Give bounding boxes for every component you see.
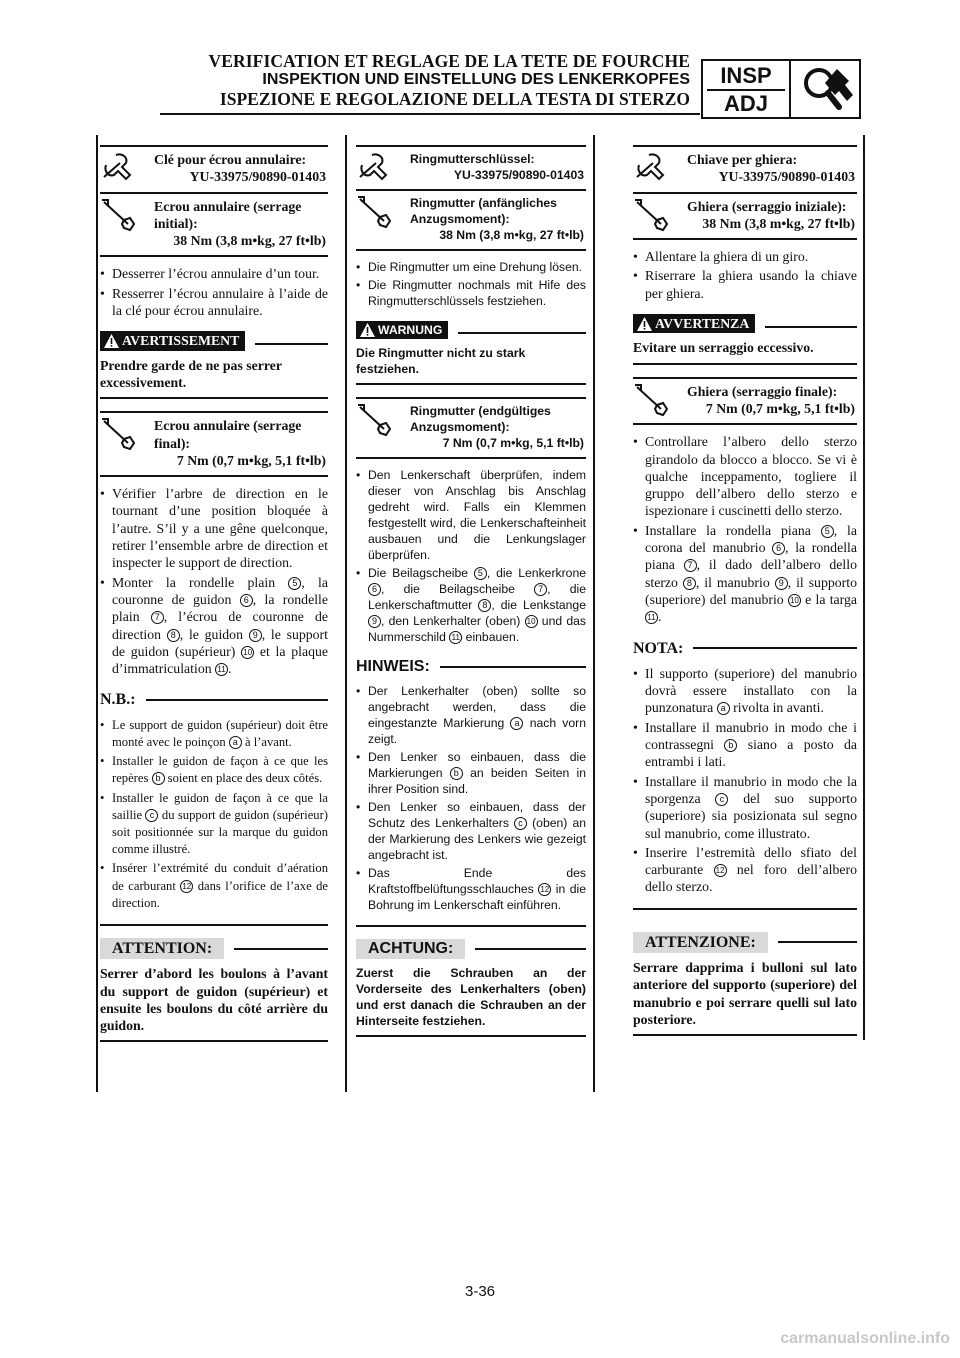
spec-value: 7 Nm (0,7 m•kg, 5,1 ft•lb) [442, 436, 584, 450]
steps-list [633, 425, 857, 631]
ref-letter: a [229, 736, 242, 749]
column-rule [593, 135, 595, 1092]
ref-number: 9 [249, 629, 262, 642]
torque-wrench-icon [356, 195, 396, 231]
caution-label: ATTENZIONE: [633, 932, 768, 953]
step-item: • Installare la rondella piana 5 , la corona del manubrio 6 , la rondella piana 7 , il dado dell’albero dello sterzo 8 , il manubrio 9 , il supporto (superiore) del manubrio 10 e la targa 11 . [633, 522, 857, 626]
caution-label: ATTENTION: [100, 938, 224, 959]
caution-text: Zuerst die Schrauben an der Vorderseite des Lenkerhalters (oben) und erst danach die Schrauben an der Hinterseite festziehen. [356, 959, 586, 1037]
ref-number: 10 [525, 615, 538, 628]
warning-box [356, 321, 586, 385]
note-header [633, 640, 857, 657]
spec-label: Ringmutterschlüssel: [410, 152, 535, 166]
ref-number: 8 [683, 577, 696, 590]
spec-torque-final [100, 411, 328, 477]
ref-number: 5 [474, 567, 487, 580]
note-box [633, 657, 857, 910]
ref-letter: c [145, 809, 158, 822]
steps-list [100, 257, 328, 325]
warning-text: Prendre garde de ne pas serrer excessivement. [100, 351, 328, 400]
caution-text: Serrer d’abord les boulons à l’avant du support de guidon (supérieur) et ensuite les boulons du côté arrière du guidon. [100, 959, 328, 1042]
step-item: • Riserrare la ghiera usando la chiave per ghiera. [633, 267, 857, 302]
spec-label: Ringmutter (endgültiges Anzugsmoment): [410, 404, 551, 434]
steps-list [633, 240, 857, 308]
column-fr [100, 145, 328, 1042]
warning-text: Die Ringmutter nicht zu stark festziehen. [356, 339, 586, 385]
ref-number: 12 [714, 864, 727, 877]
warning-label: AVVERTENZA [655, 316, 750, 332]
ref-letter: c [514, 817, 527, 830]
warning-text: Evitare un serraggio eccessivo. [633, 333, 857, 364]
step-item: • Controllare l’albero dello sterzo girandolo da blocco a blocco. Se vi è qualche inceppamento, togliere il gruppo dell’albero dello sterzo e ispezionare i cuscinetti dello sterzo. [633, 433, 857, 519]
spec-label: Ecrou annulaire (serrage initial): [154, 198, 302, 231]
page-header [0, 52, 690, 109]
spec-value: 38 Nm (3,8 m•kg, 27 ft•lb) [173, 233, 326, 249]
ref-number: 5 [288, 577, 301, 590]
note-item: • Der Lenkerhalter (oben) sollte so angebracht werden, dass die eingestanzte Markierung a nach vorn zeigt. [356, 683, 586, 747]
warning-triangle-icon [104, 334, 119, 348]
warning-label: AVERTISSEMENT [122, 333, 240, 349]
spec-label: Chiave per ghiera: [687, 152, 798, 167]
note-item: • Installare il manubrio in modo che i contrassegni b siano a posto da entrambi i lati. [633, 719, 857, 771]
spec-label: Ghiera (serraggio iniziale): [687, 198, 847, 214]
spec-value: 7 Nm (0,7 m•kg, 5,1 ft•lb) [176, 452, 326, 468]
warning-box [633, 314, 857, 365]
spec-torque-initial [633, 192, 857, 241]
ref-letter: a [717, 702, 730, 715]
warning-label: WARNUNG [378, 323, 443, 337]
ref-number: 6 [240, 594, 253, 607]
step-item: • Die Beilagscheibe 5 , die Lenkerkrone 6 , die Beilagscheibe 7 , die Lenkerschaftmutter 8 , die Lenkstange 9 , den Lenkerhalter (oben) 10 und das Nummerschild 11 einbauen. [356, 565, 586, 645]
torque-wrench-icon [633, 383, 673, 419]
note-item: • Insérer l’extrémité du conduit d’aération de carburant 12 dans l’orifice de l’axe de direction. [100, 860, 328, 912]
column-de [356, 145, 586, 1037]
header-title-de: INSPEKTION UND EINSTELLUNG DES LENKERKOPFES [262, 71, 690, 88]
badge-insp: INSP [720, 63, 772, 88]
caution-box [356, 939, 586, 1037]
ref-number: 10 [241, 646, 254, 659]
note-item: • Il supporto (superiore) del manubrio dovrà essere installato con la punzonatura a rivolta in avanti. [633, 665, 857, 717]
ref-letter: b [450, 767, 463, 780]
note-item: • Installer le guidon de façon à ce que les repères b soient en place des deux côtés. [100, 753, 328, 787]
ref-number: 5 [821, 525, 834, 538]
caution-box [633, 932, 857, 1036]
note-header [356, 659, 586, 675]
note-item: • Installare il manubrio in modo che la sporgenza c del suo supporto (superiore) sia posizionata sul segno sul manubrio, come illustrato. [633, 773, 857, 842]
special-tool-icon [633, 151, 673, 181]
caution-label: ACHTUNG: [356, 939, 465, 959]
step-item: • Monter la rondelle plain 5 , la couronne de guidon 6 , la rondelle plain 7 , l’écrou de couronne de direction 8 , le guidon 9 , le support de guidon (supérieur) 10 et la plaque d’immatriculation 11 . [100, 574, 328, 678]
ref-number: 11 [215, 663, 228, 676]
spec-torque-final [633, 377, 857, 426]
step-item: • Die Ringmutter nochmals mit Hife des Ringmutterschlüssels festziehen. [356, 277, 586, 309]
step-item: • Allentare la ghiera di un giro. [633, 248, 857, 265]
steps-list [356, 459, 586, 651]
step-item: • Vérifier l’arbre de direction en le tournant d’une position bloquée à l’autre. S’il y a une gêne quelconque, retirer l’ensemble arbre de direction et inspecter le support de direction. [100, 485, 328, 571]
note-box [100, 709, 328, 926]
warning-box [100, 331, 328, 399]
note-item: • Das Ende des Kraftstoffbelüftungsschlauches 12 in die Bohrung im Lenkerschaft einführen. [356, 865, 586, 913]
page-number: 3-36 [464, 1283, 496, 1300]
step-item: • Desserrer l’écrou annulaire d’un tour. [100, 265, 328, 282]
note-header [100, 691, 328, 708]
watermark: carmanualsonline.info [780, 1330, 950, 1347]
header-title-it: ISPEZIONE E REGOLAZIONE DELLA TESTA DI STERZO [219, 89, 690, 109]
header-rule [160, 113, 700, 115]
torque-wrench-icon [100, 417, 140, 453]
steps-list [356, 251, 586, 315]
spec-tool [100, 145, 328, 192]
column-rule [863, 135, 865, 1040]
note-item: • Den Lenker so einbauen, dass die Markierungen b an beiden Seiten in ihrer Position sind. [356, 749, 586, 797]
spec-value: YU-33975/90890-01403 [453, 168, 584, 182]
spec-value: YU-33975/90890-01403 [189, 169, 326, 185]
column-it [633, 145, 857, 1036]
ref-number: 10 [788, 594, 801, 607]
note-item: • Installer le guidon de façon à ce que la saillie c du support de guidon (supérieur) soit positionnée sur la marque du guidon comme illustré. [100, 790, 328, 859]
torque-wrench-icon [356, 403, 396, 439]
magnifier-wrench-icon [795, 63, 857, 115]
ref-number: 6 [772, 542, 785, 555]
spec-label: Ghiera (serraggio finale): [687, 383, 838, 399]
spec-value: 38 Nm (3,8 m•kg, 27 ft•lb) [439, 228, 584, 242]
special-tool-icon [100, 151, 140, 181]
caution-box [100, 938, 328, 1042]
ref-number: 11 [449, 631, 462, 644]
ref-number: 12 [180, 880, 193, 893]
ref-letter: b [152, 772, 165, 785]
spec-torque-final [356, 397, 586, 459]
ref-number: 11 [645, 611, 658, 624]
column-rule [345, 135, 347, 1092]
note-item: • Inserire l’estremità dello sfiato del carburante 12 nel foro dell’albero dello sterzo. [633, 844, 857, 896]
spec-torque-initial [356, 189, 586, 251]
spec-torque-initial [100, 192, 328, 258]
ref-number: 7 [151, 611, 164, 624]
column-rule [96, 135, 98, 1092]
spec-value: 7 Nm (0,7 m•kg, 5,1 ft•lb) [705, 400, 855, 416]
spec-tool [633, 145, 857, 192]
ref-letter: c [715, 793, 728, 806]
ref-letter: a [510, 717, 523, 730]
ref-number: 9 [775, 577, 788, 590]
note-label: HINWEIS: [356, 658, 430, 675]
note-item: • Den Lenker so einbauen, dass der Schutz des Lenkerhalters c (oben) an der Markierung des Lenkers wie gezeigt angebracht ist. [356, 799, 586, 863]
step-item: • Die Ringmutter um eine Drehung lösen. [356, 259, 586, 275]
ref-letter: b [724, 739, 737, 752]
caution-text: Serrare dapprima i bulloni sul lato anteriore del supporto (superiore) del manubrio e poi serrare quelli sul lato posteriore. [633, 953, 857, 1036]
special-tool-icon [356, 151, 396, 181]
spec-label: Ecrou annulaire (serrage final): [154, 418, 302, 451]
step-item: • Den Lenkerschaft überprüfen, indem dieser von Anschlag bis Anschlag gedreht wird. Falls ein Klemmen festgestellt wird, die Lenkerschafteinheit ausbauen und die Lenkungslager überprüfen. [356, 467, 586, 563]
step-item: • Resserrer l’écrou annulaire à l’aide de la clé pour écrou annulaire. [100, 285, 328, 320]
ref-number: 8 [478, 599, 491, 612]
warning-triangle-icon [637, 317, 652, 331]
ref-number: 7 [684, 559, 697, 572]
note-label: NOTA: [633, 639, 684, 657]
torque-wrench-icon [100, 198, 140, 234]
ref-number: 9 [368, 615, 381, 628]
warning-triangle-icon [360, 323, 375, 337]
badge-adj: ADJ [723, 91, 768, 116]
note-item: • Le support de guidon (supérieur) doit être monté avec le poinçon a à l’avant. [100, 717, 328, 751]
note-box [356, 675, 586, 927]
spec-label: Ringmutter (anfängliches Anzugsmoment): [410, 196, 557, 226]
spec-label: Clé pour écrou annulaire: [154, 152, 307, 167]
ref-number: 8 [167, 629, 180, 642]
ref-number: 12 [538, 883, 551, 896]
steps-list [100, 477, 328, 683]
torque-wrench-icon [633, 198, 673, 234]
ref-number: 7 [534, 583, 547, 596]
spec-value: YU-33975/90890-01403 [718, 169, 855, 185]
header-title-fr: VERIFICATION ET REGLAGE DE LA TETE DE FOURCHE [208, 51, 690, 71]
spec-value: 38 Nm (3,8 m•kg, 27 ft•lb) [702, 215, 855, 231]
note-label: N.B.: [100, 691, 136, 709]
ref-number: 6 [368, 583, 381, 596]
spec-tool [356, 145, 586, 189]
section-badge [701, 59, 861, 119]
